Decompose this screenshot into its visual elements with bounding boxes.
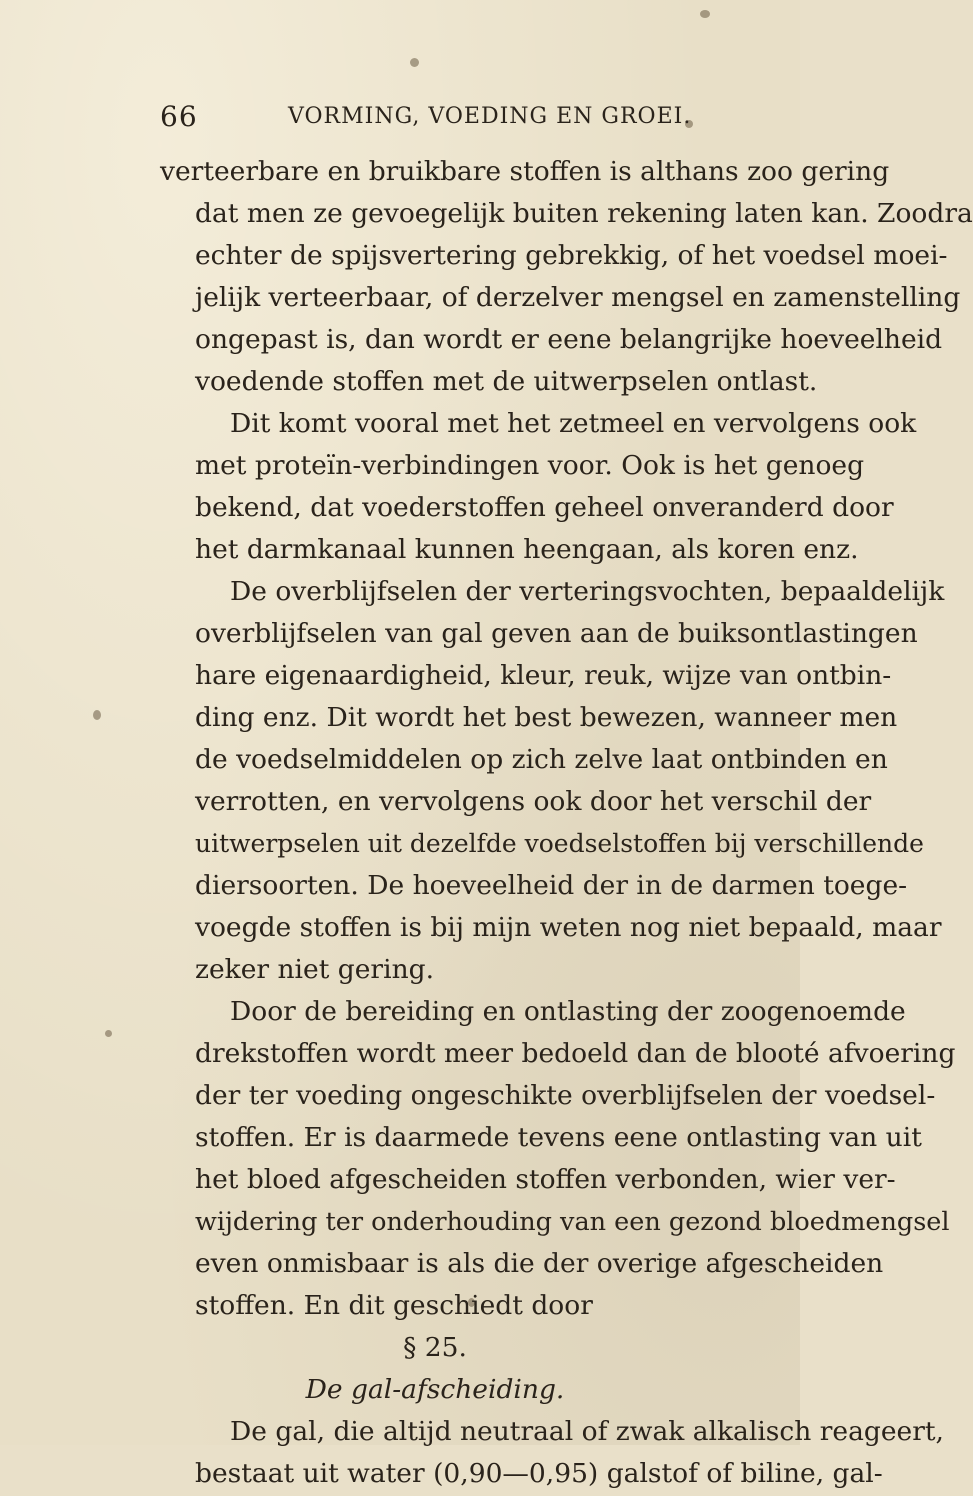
text-line: uitwerpselen uit dezelfde voedselstoffen bij verschillende (195, 829, 924, 858)
section-title: De gal-afscheiding. (305, 1374, 565, 1405)
text-line: drekstoffen wordt meer bedoeld dan de blooté afvoering (195, 1038, 956, 1069)
text-line: de voedselmiddelen op zich zelve laat ontbinden en (195, 744, 888, 775)
text-line: zeker niet gering. (195, 954, 435, 985)
paper-speck (410, 58, 419, 67)
text-line: even onmisbaar is als die der overige afgescheiden (195, 1248, 884, 1279)
running-title: VORMING, VOEDING EN GROEI. (288, 104, 692, 129)
text-line: voegde stoffen is bij mijn weten nog niet bepaald, maar (195, 912, 942, 943)
text-line: ongepast is, dan wordt er eene belangrijke hoeveelheid (195, 324, 943, 355)
text-line: verrotten, en vervolgens ook door het verschil der (195, 786, 872, 817)
text-line: stoffen. Er is daarmede tevens eene ontlasting van uit (195, 1122, 922, 1153)
text-line: bestaat uit water (0,90—0,95) galstof of biline, gal- (195, 1458, 883, 1489)
page-number: 66 (160, 100, 198, 133)
section-number: § 25. (403, 1332, 467, 1363)
text-line: Door de bereiding en ontlasting der zoogenoemde (230, 996, 906, 1027)
text-line: jelijk verteerbaar, of derzelver mengsel en zamenstelling (195, 282, 961, 313)
text-line: wijdering ter onderhouding van een gezond bloedmengsel (195, 1207, 950, 1237)
text-line: hare eigenaardigheid, kleur, reuk, wijze van ontbin- (195, 660, 892, 691)
text-line: De overblijfselen der verteringsvochten, bepaaldelijk (230, 576, 945, 607)
text-line: voedende stoffen met de uitwerpselen ontlast. (195, 366, 818, 397)
text-line: stoffen. En dit geschiedt door (195, 1290, 593, 1321)
text-line: ding enz. Dit wordt het best bewezen, wanneer men (195, 702, 898, 733)
text-line: echter de spijsvertering gebrekkig, of het voedsel moei- (195, 240, 948, 271)
text-line: De gal, die altijd neutraal of zwak alkalisch reageert, (230, 1416, 944, 1447)
text-line: bekend, dat voederstoffen geheel onveranderd door (195, 492, 894, 523)
text-line: dat men ze gevoegelijk buiten rekening laten kan. Zoodra (195, 198, 973, 229)
paper-speck (700, 10, 710, 18)
text-line: verteerbare en bruikbare stoffen is althans zoo gering (160, 156, 890, 187)
text-line: der ter voeding ongeschikte overblijfselen der voedsel- (195, 1080, 936, 1111)
text-line: overblijfselen van gal geven aan de buiksontlastingen (195, 618, 918, 649)
paper-speck (93, 710, 101, 720)
paper-speck (105, 1030, 112, 1037)
text-line: diersoorten. De hoeveelheid der in de darmen toege- (195, 870, 908, 901)
text-line: met proteïn-verbindingen voor. Ook is het genoeg (195, 450, 865, 481)
text-line: het bloed afgescheiden stoffen verbonden, wier ver- (195, 1164, 896, 1195)
text-line: Dit komt vooral met het zetmeel en vervolgens ook (230, 408, 917, 439)
text-line: het darmkanaal kunnen heengaan, als koren enz. (195, 534, 859, 565)
page-header (160, 100, 720, 136)
